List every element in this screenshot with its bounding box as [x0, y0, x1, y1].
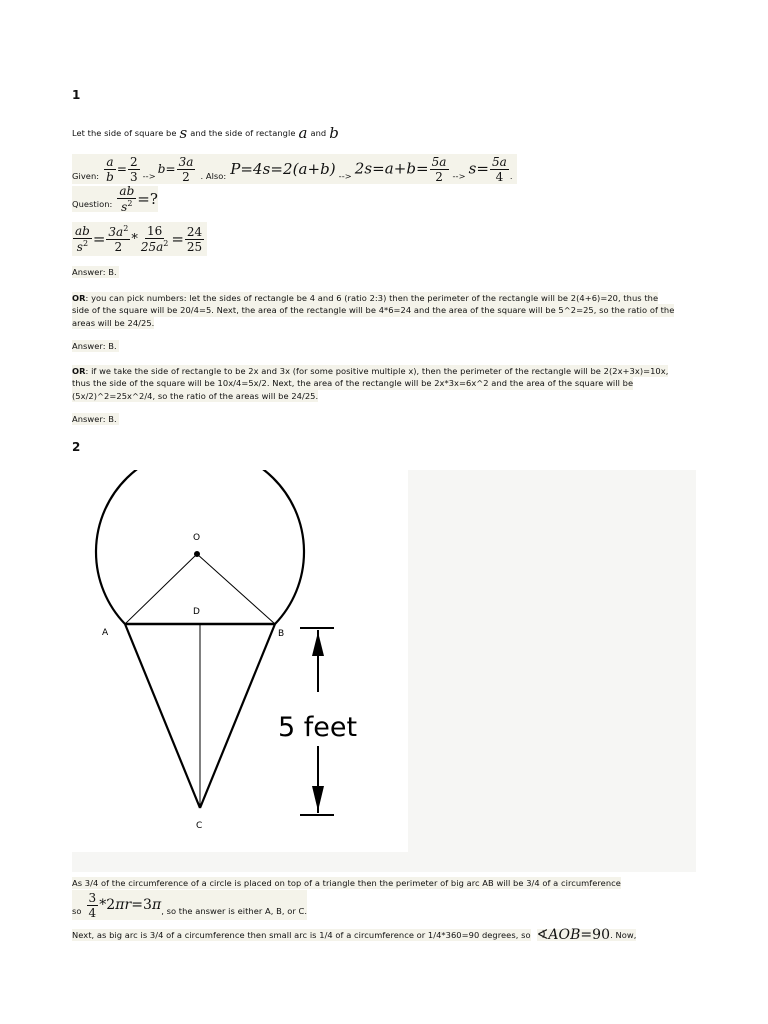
given-label: Given:: [72, 170, 100, 181]
figure-panel: [72, 470, 408, 852]
side-BC: [200, 624, 275, 808]
question-number-1: 1: [72, 88, 81, 102]
label-O: O: [193, 533, 201, 543]
circumference-equation: so $\frac{3}{4}$ *2πr=3π , so the answer is either A, B, or C.: [72, 890, 308, 920]
arrow-3: -->: [452, 170, 466, 181]
center-point-O: [194, 551, 200, 557]
or-multiple-x: [72, 365, 698, 402]
given-equations: Given: $\frac{a}{b}$ = $\frac{2}{3}$ --> b= $\frac{3a}{2}$ . Also: P=4s=2(a+b) --> 2s=a+b= $\frac{5a}{2}$ --> s= $\frac{5a}{4}$ .: [72, 154, 517, 184]
arrow-2: -->: [338, 170, 352, 181]
p2-tail: . Now,: [610, 930, 637, 940]
answer-1: Answer: B.: [72, 267, 117, 277]
radius-OB: [197, 554, 275, 624]
big-arc-AB: [96, 470, 304, 624]
arrowhead-up: [312, 632, 324, 656]
q2-paragraph-1: As 3/4 of the circumference of a circle is placed on top of a triangle then the perimeter of big arc AB will be 3/4 of a circumference: [72, 878, 621, 888]
arrow-1: -->: [142, 170, 156, 181]
or-label-2: OR: [72, 366, 86, 376]
or1-line-2: side of the square will be 20/4=5. Next, the area of the rectangle will be 4*6=24 and the area of the square will be 5^2=25, so the ratio of the: [72, 305, 675, 316]
dot: .: [509, 170, 513, 181]
symbol-a: a: [298, 124, 308, 142]
answer-3: Answer: B.: [72, 414, 117, 424]
solution-equation: $\frac{ab}{s^2}$ = $\frac{3a^2}{2}$ * $\frac{16}{25a^2}$ = $\frac{24}{25}$: [72, 222, 207, 256]
or1-line-3: areas will be 24/25.: [72, 317, 155, 328]
symbol-s: s: [179, 124, 188, 142]
also-label: . Also:: [200, 170, 227, 181]
so-label: so: [72, 905, 82, 916]
label-B: B: [278, 629, 285, 639]
answer-2: Answer: B.: [72, 341, 117, 351]
q2-paragraph-2: Next, as big arc is 3/4 of a circumference then small arc is 1/4 of a circumference or 1/4*360=90 degrees, so ∢AOB=90 . Now,: [72, 927, 637, 943]
arrowhead-down: [312, 786, 324, 811]
question-equation: Question: $\frac{ab}{s^2}$ =?: [72, 184, 159, 214]
or-label-1: OR: [72, 293, 86, 303]
or2-line-1: : if we take the side of rectangle to be 2x and 3x (for some positive multiple x), then the perimeter of the rectangle will be 2(2x+3x)=10x,: [85, 366, 669, 376]
question-number-2: 2: [72, 440, 81, 454]
symbol-b: b: [329, 124, 339, 142]
question-label: Question:: [72, 198, 113, 209]
intro-text-2: and the side of rectangle: [190, 128, 296, 138]
intro-and: and: [310, 128, 327, 138]
label-D: D: [193, 607, 200, 617]
ice-cream-cone-diagram: [72, 470, 408, 852]
or2-line-2: thus the side of the square will be 10x/4=5x/2. Next, the area of the rectangle will be 2x*3x=6x^2 and the area of the square will be: [72, 378, 634, 389]
side-AC: [125, 624, 200, 808]
p1-tail: , so the answer is either A, B, or C.: [161, 905, 308, 916]
p2-text: Next, as big arc is 3/4 of a circumference then small arc is 1/4 of a circumference or 1/4*360=90 degrees, so: [72, 930, 531, 940]
height-label: 5 feet: [278, 712, 358, 743]
q1-intro-line: [72, 124, 342, 142]
intro-text: Let the side of square be: [72, 128, 177, 138]
label-C: C: [196, 821, 203, 831]
or2-line-3: (5x/2)^2=25x^2/4, so the ratio of the areas will be 24/25.: [72, 390, 319, 401]
or1-line-1: : you can pick numbers: let the sides of rectangle be 4 and 6 (ratio 2:3) then the perimeter of the rectangle will be 2(4+6)=20, thus the: [85, 293, 659, 303]
or-pick-numbers: [72, 292, 698, 329]
label-A: A: [102, 628, 109, 638]
radius-OA: [125, 554, 197, 624]
